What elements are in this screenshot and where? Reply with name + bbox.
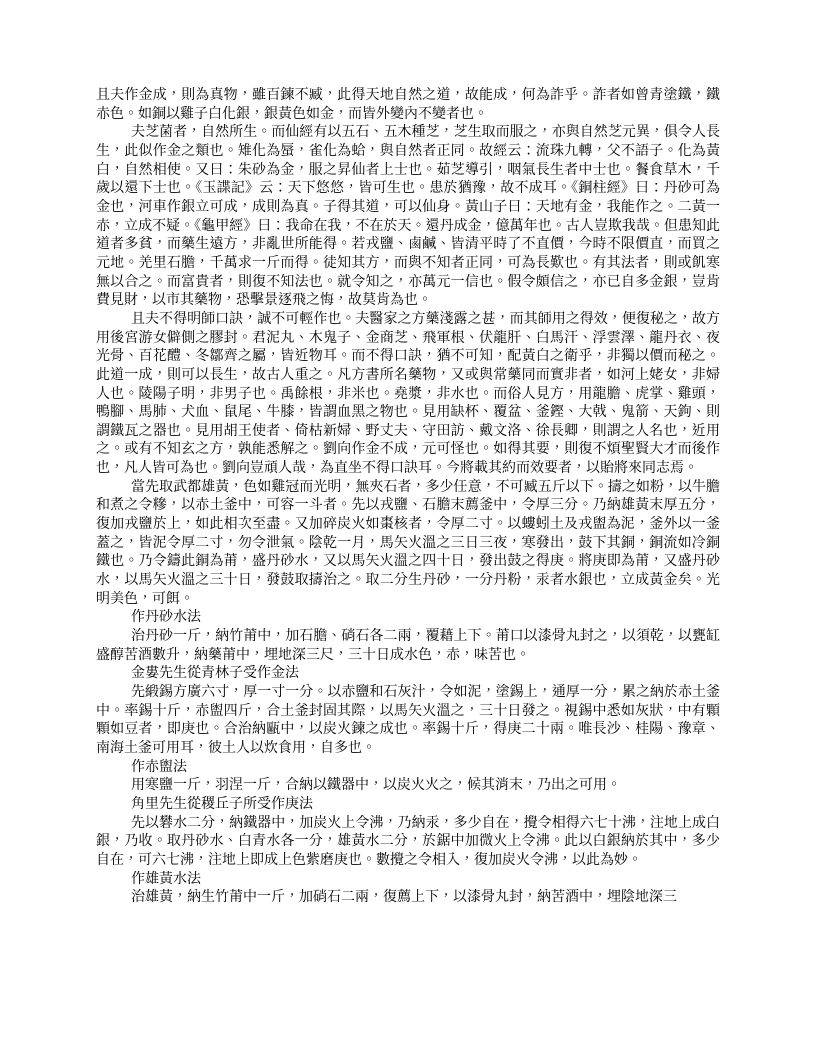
- section-title: 作丹砂水法: [131, 609, 201, 626]
- text-body: [96, 86, 720, 907]
- paragraph: 先以礬水二分，納鐵器中，加炭火上令沸，乃納汞，多少自在，攪令相得六七十沸，注地上成白銀，乃收。取丹砂水、白青水各一分，雄黃水二分，於鋸中加微火上令沸。此以白銀納於其中，多少自在，可六七沸，注地上即成上色紫磨庚也。數攪之令相入，復加炭火令沸，以此為妙。: [96, 814, 720, 868]
- paragraph: 先緞錫方廣六寸，厚一寸一分。以赤鹽和石灰汁，令如泥，塗錫上，通厚一分，累之納於赤土釜中。率錫十斤，赤盥四斤，合土釜封固其際，以馬矢火溫之，三十日發之。視錫中悉如灰狀，中有顆顆如豆者，即庚也。合治納甌中，以炭火鍊之成也。率錫十斤，得庚二十兩。唯長沙、桂陽、豫章、南海土釜可用耳，彼土人以炊食用，自多也。: [96, 684, 720, 756]
- section-title: 作雄黃水法: [131, 870, 201, 887]
- paragraph: 且夫作金成，則為真物，雖百鍊不臧，此得天地自然之道，故能成，何為詐乎。詐者如曾青塗鐵，鐵赤色。如銅以雞子白化銀，銀黃色如金，而皆外變內不變者也。: [96, 87, 720, 122]
- paragraph: 治丹砂一斤，納竹莆中，加石膽、硝石各二兩，覆藉上下。莆口以漆骨丸封之，以須乾，以甕缸盛醇苦酒數升，納藥莆中，埋地深三尺，三十日成水色，赤，味苦也。: [96, 628, 720, 663]
- section-title: 金婁先生從青林子受作金法: [131, 665, 299, 682]
- paragraph: 且夫不得明師口訣，誠不可輕作也。夫醫家之方藥淺露之甚，而其師用之得效，便復秘之，故方用後宮游女僻側之膠封。君泥丸、木鬼子、金商芝、飛軍根、伏龍肝、白馬汗、浮雲澤、龍丹衣、夜光骨、百花醴、冬鄒齊之屬，皆近物耳。而不得口訣，猶不可知，配黃白之衛乎，非獨以價而秘之。此道一成，則可以長生，故古人重之。凡方書所名藥物，又或與常藥同而實非者，如河上姥女，非婦人也。陵陽子明，非男子也。禹餘根，非米也。堯漿，非水也。而俗人見方，用龍膽、虎掌、雞頭，鴨腳、馬肺、犬血、鼠尾、牛膝，皆謂血黑之物也。見用缺杯、覆盆、釜鏗、大戟、鬼箭、天鉤、則謂鐵瓦之器也。見用胡王使者、倚枯新婦、野丈夫、守田訪、戴文洛、徐長卿，則謂之人名也，近用之。或有不知玄之方，孰能悉解之。劉向作金不成，元可怪也。如得其要，則復不煩聖賢大才而後作也，凡人皆可為也。劉向豈頑人哉，為直坐不得口訣耳。今將載其約而效要者，以貽將來同志焉。: [96, 310, 720, 477]
- paragraph: 當先取武都雄黃，色如雞冠而光明，無夾石者，多少任意，不可臧五斤以下。擣之如粉，以牛膽和煮之令糝，以赤土釜中，可容一斗者。先以戎鹽、石膽末薦釜中，令厚三分。乃納雄黃末厚五分，復加戎鹽於上，如此相次至盡。又加碎炭火如棗核者，令厚二寸。以螻蚓土及戎盥為泥，釜外以一釜蓋之，皆泥令厚二寸，勿令泄氣。陰乾一月，馬矢火溫之三日三夜，寒發出，鼓下其銅，銅流如冷銅鐵也。乃令鑄此銅為莆，盛丹砂水，又以馬矢火溫之四十日，發出鼓之得庚。將庚即為莆，又盛丹砂水，以馬矢火溫之三十日，發鼓取擣治之。取二分生丹砂，一分丹粉，汞者水銀也，立成黃金矣。光明美色，可餌。: [96, 478, 720, 607]
- section-title: 角里先生從稷丘子所受作庚法: [131, 795, 313, 812]
- section-title: 作赤盥法: [131, 758, 187, 775]
- paragraph: 夫芝菌者，自然所生。而仙經有以五石、五木種芝，芝生取而服之，亦與自然芝元異，俱令人長生，此似作金之類也。雉化為蜃，雀化為蛤，與自然者正同。故經云：流珠九轉，父不語子。化為黃白，自然相使。又曰：朱砂為金，服之昇仙者上士也。茹芝導引，咽氣長生者中士也。餐食草木，千歲以還下士也。《玉諜記》云：天下悠悠，皆可生也。患於猶豫，故不成耳。《銅柱經》曰：丹砂可為金也，河車作銀立可成，成則為真。子得其道，可以仙身。黃山子曰：天地有金，我能作之。二黃一赤，立成不疑。《龜甲經》曰：我命在我，不在於天。還丹成金，億萬年也。古人豈欺我哉。但患知此道者多貧，而藥生遠方，非亂世所能得。若戎鹽、鹵鹹、皆清平時了不直價，今時不限價直，而買之元地。羌里石膽，千萬求一斤而得。徒知其方，而與不知者正同，可為長歎也。有其法者，則或飢寒無以合之。而富貴者，則復不知法也。就令知之，亦萬元一信也。假令頗信之，亦已自多金銀，豈肯費見財，以市其藥物，恐擊景逐飛之悔，故莫肯為也。: [96, 124, 720, 309]
- paragraph: 用寒鹽一斤，羽涅一斤，合納以鐵器中，以炭火火之，候其消末，乃出之可用。: [131, 777, 621, 794]
- paragraph: 治雄黃，納生竹莆中一斤，加硝石二兩，復薦上下，以漆骨丸封，納苦酒中，埋陰地深三: [131, 889, 677, 906]
